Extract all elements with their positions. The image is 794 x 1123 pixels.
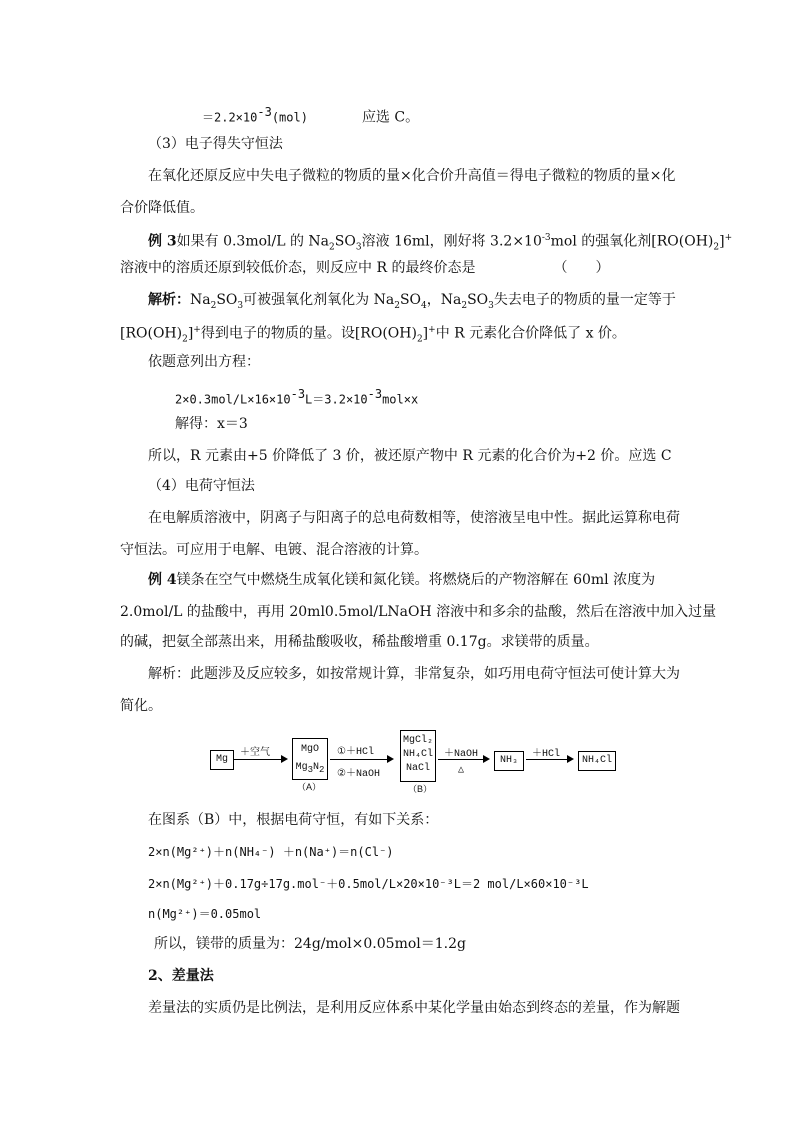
superscript: -3 <box>367 387 383 401</box>
superscript: + <box>193 325 201 335</box>
box-label: MgO <box>300 744 319 755</box>
nh4cl-box <box>578 751 616 771</box>
subscript: 2 <box>416 334 423 345</box>
equation-intro: 依题意列出方程： <box>148 354 260 370</box>
subscript: 2 <box>210 300 217 311</box>
arrow-air <box>234 759 286 760</box>
heat-symbol: △ <box>458 765 465 776</box>
solution-line: 解得：x＝3 <box>175 416 248 432</box>
text-fragment: 得到电子的物质的量。设[RO(OH) <box>200 325 417 342</box>
answer-blank: （ ） <box>553 260 610 276</box>
subscript: 3 <box>488 300 494 311</box>
result-value: ＝2.2×10 <box>202 110 258 125</box>
text-fragment: 镁条在空气中燃烧生成氧化镁和氮化镁。将燃烧后的产物溶解在 60ml 浓度为 <box>176 572 656 588</box>
reagent-label: ②＋NaOH <box>337 769 380 780</box>
paragraph-line: 在电解质溶液中，阴离子与阳离子的总电荷数相等，使溶液呈电中性。据此运算称电荷 <box>148 510 680 526</box>
result-line <box>202 102 419 128</box>
subscript: 2 <box>713 242 720 253</box>
arrow-hcl-naoh <box>330 759 392 760</box>
text-fragment: Mg <box>295 762 308 773</box>
analysis-line-2 <box>120 320 626 349</box>
reagent-label: ①＋HCl <box>337 747 374 758</box>
text-fragment: 如果有 0.3mol/L 的 Na <box>176 233 330 250</box>
charge-equation-3: n(Mg²⁺)＝0.05mol <box>148 907 262 921</box>
text-fragment: N <box>313 762 320 773</box>
box-label <box>293 761 327 777</box>
text-fragment: 失去电子的物质的量一定等于 <box>493 292 676 308</box>
text-fragment: ] <box>422 325 429 342</box>
superscript: -3 <box>541 233 551 243</box>
reaction-flow-diagram <box>200 728 630 794</box>
text-fragment: SO <box>399 292 422 308</box>
text-fragment: ] <box>187 325 194 342</box>
superscript: + <box>428 325 436 335</box>
subscript: 3 <box>355 242 362 253</box>
answer-choice: 应选 C。 <box>361 109 420 126</box>
paragraph-line: 差量法的实质仍是比例法，是利用反应体系中某化学量由始态到终态的差量，作为解题 <box>148 1000 680 1016</box>
superscript: -3 <box>290 387 306 401</box>
box-label: NH₄Cl <box>581 755 612 766</box>
subscript: 2 <box>182 334 188 345</box>
analysis-4-line-2: 简化。 <box>120 698 162 714</box>
box-label: NH₃ <box>499 755 518 766</box>
equation-part: mol×x <box>382 392 419 407</box>
box-label: MgCl₂ <box>402 735 433 746</box>
caption-a: （A） <box>297 782 322 792</box>
analysis-line-1 <box>148 290 676 316</box>
subscript: 3 <box>307 765 313 775</box>
charge-equation-2: 2×n(Mg²⁺)＋0.17g÷17g.mol⁻＋0.5mol/L×20×10⁻³L＝2 mol/L×60×10⁻³L <box>148 877 589 891</box>
equation-line <box>175 384 418 410</box>
example-4-line-3: 的碱，把氨全部蒸出来，用稀盐酸吸收，稀盐酸增重 0.17g。求镁带的质量。 <box>120 634 599 650</box>
paragraph-line: 守恒法。可应用于电解、电镀、混合溶液的计算。 <box>120 542 428 558</box>
charge-equation-1: 2×n(Mg²⁺)＋n(NH₄⁻) ＋n(Na⁺)＝n(Cl⁻) <box>148 845 394 859</box>
box-label: Mg <box>215 754 228 765</box>
example-3-line-1 <box>148 228 732 257</box>
text-fragment: 中 R 元素化合价降低了 x 价。 <box>435 325 626 342</box>
text-fragment: ] <box>719 233 725 250</box>
reagent-label: ＋空气 <box>240 748 270 759</box>
text-fragment: SO <box>216 292 238 308</box>
text-fragment: [RO(OH) <box>120 325 183 342</box>
box-label: NH₄Cl <box>402 749 433 760</box>
analysis-label: 解析： <box>148 292 190 308</box>
equation-part: 2×0.3mol/L×16×10 <box>175 392 291 407</box>
product-b-box <box>400 730 436 782</box>
text-fragment: mol 的强氧化剂[RO(OH) <box>550 233 714 250</box>
section-heading-3: （3）电子得失守恒法 <box>148 136 283 152</box>
nh3-box <box>494 751 524 771</box>
mg-box <box>210 750 234 770</box>
example-4-line-1 <box>148 570 655 590</box>
conclusion-line: 所以，镁带的质量为：24g/mol×0.05mol＝1.2g <box>154 936 466 952</box>
exponent: -3 <box>257 105 272 119</box>
example-3-line-2 <box>120 258 609 278</box>
reagent-label: ＋NaOH <box>444 749 479 760</box>
result-unit: (mol) <box>271 110 308 125</box>
heading-difference-method: 2、差量法 <box>148 968 214 984</box>
equation-part: L＝3.2×10 <box>305 392 368 407</box>
example-4-line-2: 2.0mol/L 的盐酸中，再用 20ml0.5mol/LNaOH 溶液中和多余的盐酸，然后在溶液中加入过量 <box>120 604 717 620</box>
paragraph-line: 合价降低值。 <box>120 200 204 216</box>
caption-b: （B） <box>408 784 433 794</box>
paragraph-line: 在氧化还原反应中失电子微粒的物质的量×化合价升高值＝得电子微粒的物质的量×化 <box>148 168 676 184</box>
box-label: NaCl <box>405 763 430 774</box>
reagent-label: ＋HCl <box>532 749 561 760</box>
subscript: 2 <box>329 242 335 253</box>
subscript: 2 <box>319 765 325 775</box>
text-fragment: Na <box>190 292 211 308</box>
text-fragment: SO <box>334 233 356 250</box>
superscript: + <box>724 233 733 243</box>
text-fragment: 溶液中的溶质还原到较低价态，则反应中 R 的最终价态是 <box>120 260 476 276</box>
subscript: 2 <box>461 300 468 311</box>
subscript: 3 <box>237 300 244 311</box>
product-a-box <box>292 738 328 780</box>
text-fragment: 溶液 16ml，刚好将 3.2×10 <box>361 233 542 250</box>
example-label: 例 3 <box>148 233 177 250</box>
example-label: 例 4 <box>148 572 177 588</box>
text-fragment: ，Na <box>426 292 462 308</box>
subscript: 2 <box>394 300 400 311</box>
text-fragment: 可被强氧化剂氧化为 Na <box>243 292 395 308</box>
paragraph-line: 在图系（B）中，根据电荷守恒，有如下关系： <box>148 812 439 828</box>
subscript: 4 <box>421 300 427 311</box>
text-fragment: SO <box>467 292 489 308</box>
analysis-4-line-1: 解析：此题涉及反应较多，如按常规计算，非常复杂，如巧用电荷守恒法可使计算大为 <box>148 666 680 682</box>
section-heading-4: （4）电荷守恒法 <box>148 478 255 494</box>
paragraph-line: 所以，R 元素由+5 价降低了 3 价，被还原产物中 R 元素的化合价为+2 价。应选 C <box>148 448 672 464</box>
